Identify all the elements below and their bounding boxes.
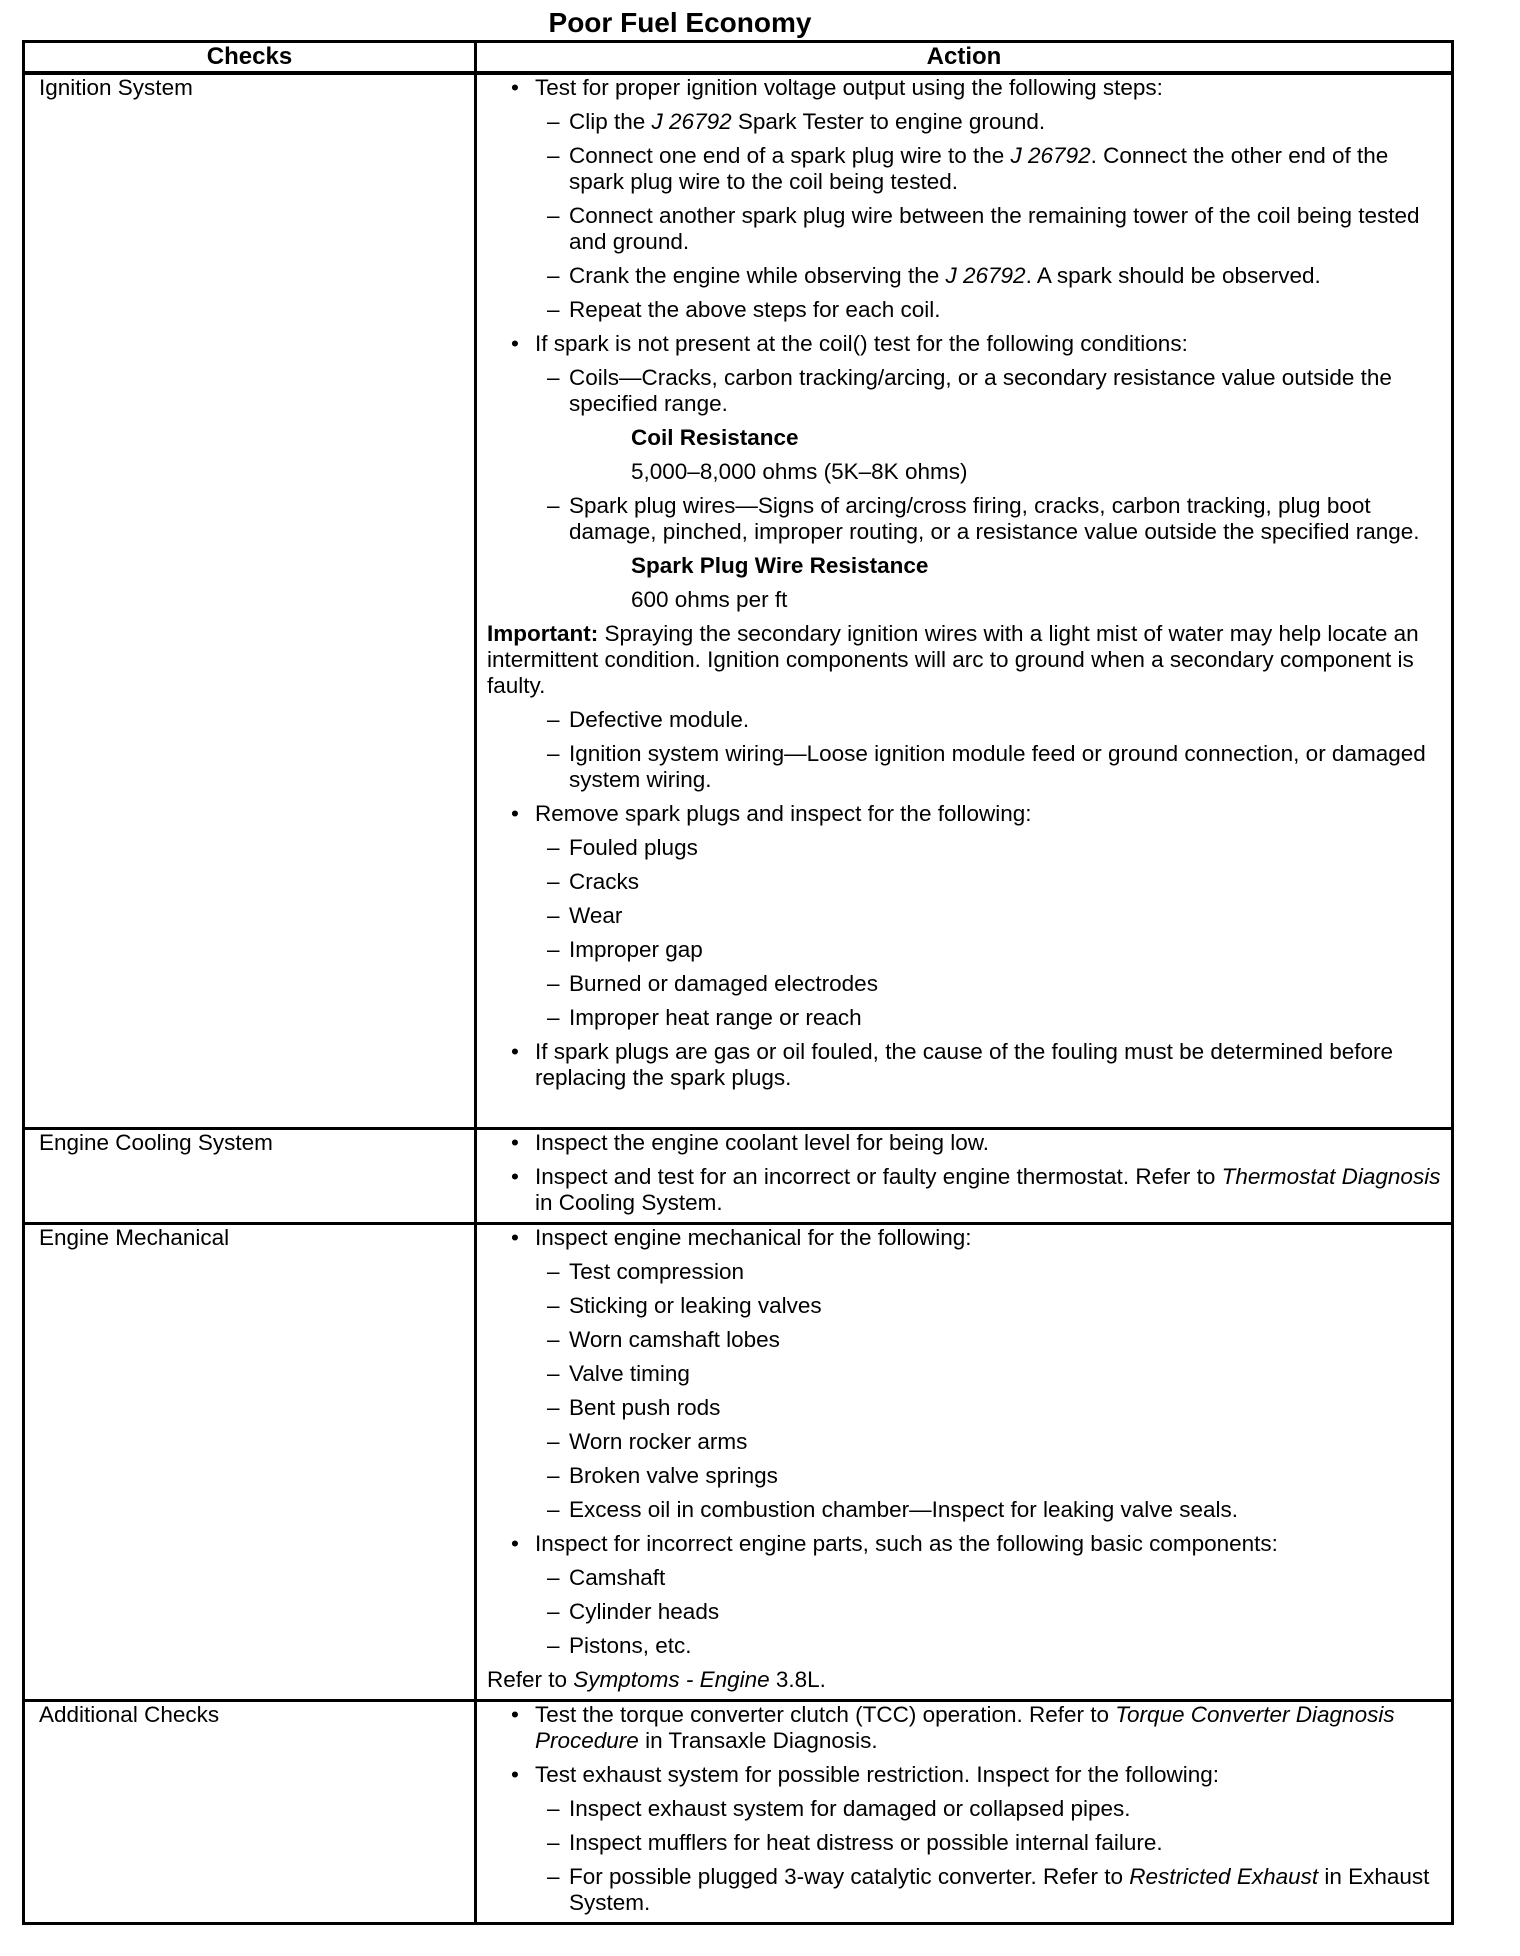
- dash-item: – Inspect mufflers for heat distress or possible internal failure.: [487, 1830, 1443, 1856]
- dash-item: – Repeat the above steps for each coil.: [487, 297, 1443, 323]
- action-ignition-system: [476, 73, 1453, 1128]
- action-column-header: Action: [476, 42, 1453, 74]
- reference-link: Restricted Exhaust: [1129, 1863, 1319, 1889]
- diagnosis-table: [22, 40, 1454, 1925]
- bullet-item: • Test exhaust system for possible restriction. Inspect for the following:: [487, 1762, 1443, 1788]
- action-engine-mechanical: [476, 1223, 1453, 1700]
- dash-item: – Sticking or leaking valves: [487, 1293, 1443, 1319]
- table-row-engine-cooling-system: [24, 1128, 1453, 1223]
- bullet-item: • Inspect the engine coolant level for being low.: [487, 1130, 1443, 1156]
- important-label: Important:: [487, 621, 599, 646]
- dash-item: – Pistons, etc.: [487, 1633, 1443, 1659]
- table-row-ignition-system: [24, 73, 1453, 1128]
- dash-item: – Spark plug wires—Signs of arcing/cross firing, cracks, carbon tracking, plug boot damage, pinched, improper routing, or a resistance value outside the specified range.: [487, 493, 1443, 545]
- dash-item: – Valve timing: [487, 1361, 1443, 1387]
- dash-item: – Cylinder heads: [487, 1599, 1443, 1625]
- dash-item: – Worn camshaft lobes: [487, 1327, 1443, 1353]
- action-additional-checks: [476, 1700, 1453, 1923]
- check-additional-checks: Additional Checks: [24, 1700, 476, 1923]
- dash-item: – Inspect exhaust system for damaged or collapsed pipes.: [487, 1796, 1443, 1822]
- important-note: Important: Spraying the secondary ignition wires with a light mist of water may help locate an intermittent condition. Ignition components will arc to ground when a secondary component is faulty.: [487, 621, 1419, 698]
- dash-item: – Ignition system wiring—Loose ignition module feed or ground connection, or damaged system wiring.: [487, 741, 1443, 793]
- bullet-item: • Inspect engine mechanical for the following:: [487, 1225, 1443, 1251]
- bullet-item: • If spark is not present at the coil() test for the following conditions:: [487, 331, 1443, 357]
- bullet-item: • Inspect and test for an incorrect or faulty engine thermostat. Refer to Thermostat Diagnosis in Cooling System.: [487, 1164, 1443, 1216]
- reference-note: Refer to Symptoms - Engine 3.8L.: [487, 1666, 826, 1692]
- dash-item: – Improper heat range or reach: [487, 1005, 1443, 1031]
- dash-item: – Burned or damaged electrodes: [487, 971, 1443, 997]
- dash-item: – Defective module.: [487, 707, 1443, 733]
- dash-item: – Worn rocker arms: [487, 1429, 1443, 1455]
- reference-link: Symptoms - Engine: [573, 1666, 770, 1692]
- table-row-additional-checks: [24, 1700, 1453, 1923]
- dash-item: – Cracks: [487, 869, 1443, 895]
- check-engine-mechanical: Engine Mechanical: [24, 1223, 476, 1700]
- dash-item: – Coils—Cracks, carbon tracking/arcing, or a secondary resistance value outside the specified range.: [487, 365, 1443, 417]
- dash-item: – Clip the J 26792 Spark Tester to engine ground.: [487, 109, 1443, 135]
- table-header-row: [24, 42, 1453, 74]
- bullet-item: • Inspect for incorrect engine parts, such as the following basic components:: [487, 1531, 1443, 1557]
- dash-item: – Camshaft: [487, 1565, 1443, 1591]
- action-engine-cooling-system: [476, 1128, 1453, 1223]
- reference-link: Torque Converter Diagnosis Procedure: [535, 1701, 1395, 1753]
- dash-item: – Fouled plugs: [487, 835, 1443, 861]
- dash-item: – Bent push rods: [487, 1395, 1443, 1421]
- page-title: Poor Fuel Economy: [548, 7, 812, 38]
- dash-item: – Crank the engine while observing the J 26792. A spark should be observed.: [487, 263, 1443, 289]
- spec-value-wire-resistance: 600 ohms per ft: [631, 587, 788, 612]
- dash-item: – Connect another spark plug wire between the remaining tower of the coil being tested and ground.: [487, 203, 1443, 255]
- dash-item: – Test compression: [487, 1259, 1443, 1285]
- spec-value-coil-resistance: 5,000–8,000 ohms (5K–8K ohms): [631, 459, 968, 484]
- bullet-item: • Test the torque converter clutch (TCC) operation. Refer to Torque Converter Diagnosis Procedure in Transaxle Diagnosis.: [487, 1702, 1443, 1754]
- spec-title-coil-resistance: Coil Resistance: [631, 425, 799, 450]
- dash-item: – Broken valve springs: [487, 1463, 1443, 1489]
- dash-item: – For possible plugged 3-way catalytic converter. Refer to Restricted Exhaust in Exhaust System.: [487, 1864, 1443, 1916]
- spec-title-wire-resistance: Spark Plug Wire Resistance: [631, 553, 929, 578]
- bullet-item: • If spark plugs are gas or oil fouled, the cause of the fouling must be determined before replacing the spark plugs.: [487, 1039, 1443, 1091]
- dash-item: – Improper gap: [487, 937, 1443, 963]
- bullet-item: • Remove spark plugs and inspect for the following:: [487, 801, 1443, 827]
- reference-link: Thermostat Diagnosis: [1221, 1163, 1441, 1189]
- dash-item: – Excess oil in combustion chamber—Inspect for leaking valve seals.: [487, 1497, 1443, 1523]
- table-row-engine-mechanical: [24, 1223, 1453, 1700]
- dash-item: – Wear: [487, 903, 1443, 929]
- dash-item: – Connect one end of a spark plug wire to the J 26792. Connect the other end of the spark plug wire to the coil being tested.: [487, 143, 1443, 195]
- check-ignition-system: Ignition System: [24, 73, 476, 1128]
- bullet-item: • Test for proper ignition voltage output using the following steps:: [487, 75, 1443, 101]
- check-engine-cooling-system: Engine Cooling System: [24, 1128, 476, 1223]
- checks-column-header: Checks: [24, 42, 476, 74]
